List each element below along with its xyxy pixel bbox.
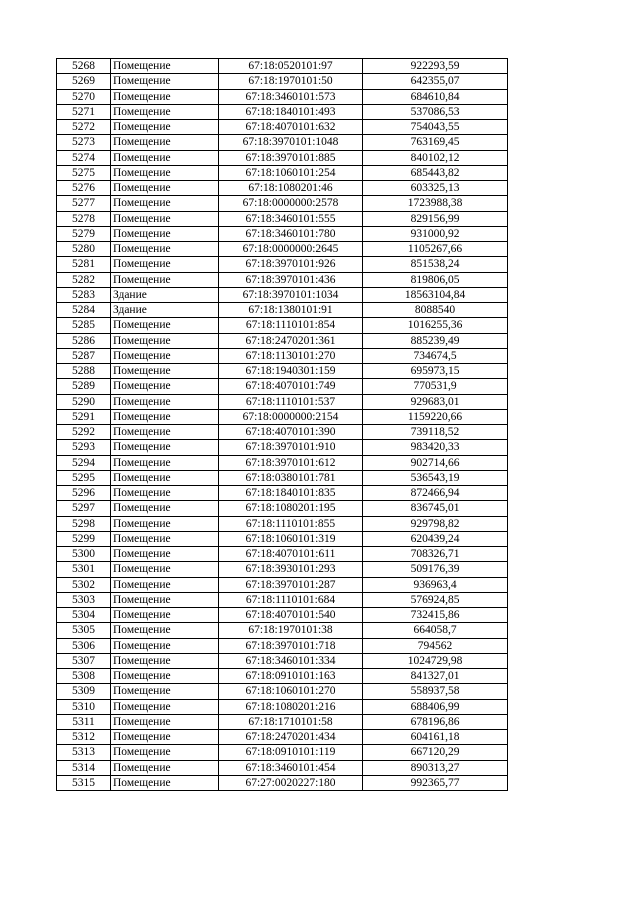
cadastral-value-cell: 992365,77: [363, 775, 508, 790]
object-type-cell: Помещение: [111, 409, 219, 424]
table-body: [57, 59, 508, 791]
object-type-cell: Помещение: [111, 745, 219, 760]
row-number-cell: 5278: [57, 211, 111, 226]
cadastral-value-table: [56, 58, 508, 791]
cadastral-number-cell: 67:18:1710101:58: [219, 714, 363, 729]
row-number-cell: 5303: [57, 592, 111, 607]
cadastral-number-cell: 67:18:4070101:540: [219, 608, 363, 623]
object-type-cell: Помещение: [111, 89, 219, 104]
cadastral-value-cell: 642355,07: [363, 74, 508, 89]
object-type-cell: Помещение: [111, 730, 219, 745]
cadastral-value-cell: 836745,01: [363, 501, 508, 516]
cadastral-number-cell: 67:18:3970101:885: [219, 150, 363, 165]
object-type-cell: Помещение: [111, 547, 219, 562]
object-type-cell: Помещение: [111, 653, 219, 668]
cadastral-number-cell: 67:18:1840101:835: [219, 486, 363, 501]
object-type-cell: Помещение: [111, 211, 219, 226]
cadastral-value-cell: 1723988,38: [363, 196, 508, 211]
cadastral-value-cell: 936963,4: [363, 577, 508, 592]
row-number-cell: 5308: [57, 669, 111, 684]
object-type-cell: Помещение: [111, 165, 219, 180]
row-number-cell: 5281: [57, 257, 111, 272]
cadastral-value-cell: 931000,92: [363, 226, 508, 241]
cadastral-number-cell: 67:18:3460101:555: [219, 211, 363, 226]
cadastral-number-cell: 67:18:3970101:718: [219, 638, 363, 653]
row-number-cell: 5298: [57, 516, 111, 531]
row-number-cell: 5275: [57, 165, 111, 180]
object-type-cell: Помещение: [111, 592, 219, 607]
cadastral-value-cell: 603325,13: [363, 181, 508, 196]
object-type-cell: Помещение: [111, 775, 219, 790]
cadastral-value-cell: 929798,82: [363, 516, 508, 531]
object-type-cell: Помещение: [111, 257, 219, 272]
table-row: [57, 318, 508, 333]
table-row: [57, 226, 508, 241]
table-row: [57, 59, 508, 74]
table-row: [57, 394, 508, 409]
cadastral-value-cell: 708326,71: [363, 547, 508, 562]
row-number-cell: 5273: [57, 135, 111, 150]
object-type-cell: Помещение: [111, 425, 219, 440]
table-row: [57, 501, 508, 516]
table-row: [57, 638, 508, 653]
cadastral-value-cell: 620439,24: [363, 531, 508, 546]
row-number-cell: 5283: [57, 287, 111, 302]
cadastral-value-cell: 8088540: [363, 303, 508, 318]
cadastral-number-cell: 67:18:0000000:2154: [219, 409, 363, 424]
table-row: [57, 440, 508, 455]
cadastral-number-cell: 67:18:3970101:1034: [219, 287, 363, 302]
table-row: [57, 531, 508, 546]
table-row: [57, 348, 508, 363]
cadastral-number-cell: 67:18:1060101:270: [219, 684, 363, 699]
table-row: [57, 684, 508, 699]
table-row: [57, 272, 508, 287]
row-number-cell: 5304: [57, 608, 111, 623]
table-row: [57, 699, 508, 714]
cadastral-number-cell: 67:18:1110101:854: [219, 318, 363, 333]
cadastral-number-cell: 67:18:1940301:159: [219, 364, 363, 379]
table-row: [57, 211, 508, 226]
row-number-cell: 5297: [57, 501, 111, 516]
cadastral-number-cell: 67:18:2470201:361: [219, 333, 363, 348]
cadastral-number-cell: 67:18:1060101:319: [219, 531, 363, 546]
table-row: [57, 364, 508, 379]
cadastral-value-cell: 1016255,36: [363, 318, 508, 333]
cadastral-value-cell: 734674,5: [363, 348, 508, 363]
cadastral-number-cell: 67:18:1080201:216: [219, 699, 363, 714]
row-number-cell: 5295: [57, 470, 111, 485]
table-row: [57, 714, 508, 729]
cadastral-value-cell: 1105267,66: [363, 242, 508, 257]
object-type-cell: Помещение: [111, 470, 219, 485]
object-type-cell: Помещение: [111, 486, 219, 501]
cadastral-value-cell: 678196,86: [363, 714, 508, 729]
table-row: [57, 775, 508, 790]
table-row: [57, 257, 508, 272]
cadastral-number-cell: 67:18:1130101:270: [219, 348, 363, 363]
row-number-cell: 5300: [57, 547, 111, 562]
cadastral-number-cell: 67:18:1080201:46: [219, 181, 363, 196]
row-number-cell: 5306: [57, 638, 111, 653]
cadastral-value-cell: 604161,18: [363, 730, 508, 745]
row-number-cell: 5271: [57, 104, 111, 119]
cadastral-number-cell: 67:18:0380101:781: [219, 470, 363, 485]
object-type-cell: Помещение: [111, 364, 219, 379]
row-number-cell: 5279: [57, 226, 111, 241]
object-type-cell: Помещение: [111, 394, 219, 409]
object-type-cell: Помещение: [111, 196, 219, 211]
table-row: [57, 669, 508, 684]
cadastral-number-cell: 67:18:2470201:434: [219, 730, 363, 745]
cadastral-number-cell: 67:18:3970101:287: [219, 577, 363, 592]
cadastral-value-cell: 537086,53: [363, 104, 508, 119]
row-number-cell: 5293: [57, 440, 111, 455]
cadastral-value-cell: 18563104,84: [363, 287, 508, 302]
cadastral-value-cell: 885239,49: [363, 333, 508, 348]
row-number-cell: 5309: [57, 684, 111, 699]
cadastral-number-cell: 67:18:3460101:334: [219, 653, 363, 668]
row-number-cell: 5270: [57, 89, 111, 104]
object-type-cell: Помещение: [111, 242, 219, 257]
cadastral-number-cell: 67:18:1080201:195: [219, 501, 363, 516]
cadastral-number-cell: 67:18:3970101:910: [219, 440, 363, 455]
cadastral-number-cell: 67:18:1970101:38: [219, 623, 363, 638]
cadastral-number-cell: 67:18:1840101:493: [219, 104, 363, 119]
row-number-cell: 5287: [57, 348, 111, 363]
object-type-cell: Помещение: [111, 455, 219, 470]
table-row: [57, 425, 508, 440]
row-number-cell: 5284: [57, 303, 111, 318]
object-type-cell: Помещение: [111, 226, 219, 241]
cadastral-value-cell: 872466,94: [363, 486, 508, 501]
cadastral-number-cell: 67:18:3460101:454: [219, 760, 363, 775]
row-number-cell: 5313: [57, 745, 111, 760]
cadastral-number-cell: 67:18:3930101:293: [219, 562, 363, 577]
object-type-cell: Помещение: [111, 318, 219, 333]
row-number-cell: 5272: [57, 120, 111, 135]
table-row: [57, 623, 508, 638]
row-number-cell: 5290: [57, 394, 111, 409]
object-type-cell: Помещение: [111, 501, 219, 516]
object-type-cell: Помещение: [111, 669, 219, 684]
object-type-cell: Помещение: [111, 348, 219, 363]
object-type-cell: Помещение: [111, 684, 219, 699]
object-type-cell: Помещение: [111, 714, 219, 729]
row-number-cell: 5291: [57, 409, 111, 424]
table-row: [57, 653, 508, 668]
object-type-cell: Помещение: [111, 531, 219, 546]
cadastral-number-cell: 67:18:1380101:91: [219, 303, 363, 318]
cadastral-number-cell: 67:18:4070101:749: [219, 379, 363, 394]
cadastral-number-cell: 67:18:3970101:926: [219, 257, 363, 272]
object-type-cell: Помещение: [111, 104, 219, 119]
table-row: [57, 486, 508, 501]
row-number-cell: 5311: [57, 714, 111, 729]
cadastral-number-cell: 67:18:3970101:612: [219, 455, 363, 470]
cadastral-value-cell: 754043,55: [363, 120, 508, 135]
row-number-cell: 5315: [57, 775, 111, 790]
object-type-cell: Помещение: [111, 74, 219, 89]
row-number-cell: 5288: [57, 364, 111, 379]
object-type-cell: Помещение: [111, 120, 219, 135]
table-row: [57, 470, 508, 485]
cadastral-value-cell: 890313,27: [363, 760, 508, 775]
cadastral-number-cell: 67:18:1110101:537: [219, 394, 363, 409]
table-row: [57, 303, 508, 318]
cadastral-value-cell: 829156,99: [363, 211, 508, 226]
row-number-cell: 5269: [57, 74, 111, 89]
table-row: [57, 89, 508, 104]
cadastral-value-cell: 763169,45: [363, 135, 508, 150]
object-type-cell: Помещение: [111, 699, 219, 714]
row-number-cell: 5310: [57, 699, 111, 714]
cadastral-value-cell: 536543,19: [363, 470, 508, 485]
table-row: [57, 287, 508, 302]
cadastral-number-cell: 67:18:4070101:611: [219, 547, 363, 562]
cadastral-value-cell: 929683,01: [363, 394, 508, 409]
object-type-cell: Помещение: [111, 608, 219, 623]
object-type-cell: Помещение: [111, 135, 219, 150]
object-type-cell: Помещение: [111, 59, 219, 74]
object-type-cell: Помещение: [111, 272, 219, 287]
object-type-cell: Помещение: [111, 623, 219, 638]
cadastral-number-cell: 67:18:4070101:632: [219, 120, 363, 135]
row-number-cell: 5301: [57, 562, 111, 577]
cadastral-value-cell: 902714,66: [363, 455, 508, 470]
object-type-cell: Помещение: [111, 516, 219, 531]
cadastral-value-cell: 695973,15: [363, 364, 508, 379]
cadastral-value-cell: 664058,7: [363, 623, 508, 638]
cadastral-number-cell: 67:18:0000000:2645: [219, 242, 363, 257]
row-number-cell: 5274: [57, 150, 111, 165]
cadastral-value-cell: 684610,84: [363, 89, 508, 104]
cadastral-number-cell: 67:18:1970101:50: [219, 74, 363, 89]
cadastral-value-cell: 819806,05: [363, 272, 508, 287]
cadastral-value-cell: 841327,01: [363, 669, 508, 684]
row-number-cell: 5302: [57, 577, 111, 592]
cadastral-number-cell: 67:18:1060101:254: [219, 165, 363, 180]
row-number-cell: 5268: [57, 59, 111, 74]
table-row: [57, 730, 508, 745]
row-number-cell: 5285: [57, 318, 111, 333]
table-row: [57, 333, 508, 348]
object-type-cell: Помещение: [111, 760, 219, 775]
object-type-cell: Помещение: [111, 150, 219, 165]
cadastral-number-cell: 67:18:4070101:390: [219, 425, 363, 440]
cadastral-value-cell: 509176,39: [363, 562, 508, 577]
cadastral-number-cell: 67:18:0520101:97: [219, 59, 363, 74]
cadastral-value-cell: 1024729,98: [363, 653, 508, 668]
cadastral-value-cell: 770531,9: [363, 379, 508, 394]
table-row: [57, 379, 508, 394]
table-row: [57, 608, 508, 623]
object-type-cell: Помещение: [111, 562, 219, 577]
row-number-cell: 5280: [57, 242, 111, 257]
object-type-cell: Помещение: [111, 638, 219, 653]
row-number-cell: 5276: [57, 181, 111, 196]
cadastral-value-cell: 576924,85: [363, 592, 508, 607]
table-row: [57, 196, 508, 211]
cadastral-number-cell: 67:18:0000000:2578: [219, 196, 363, 211]
object-type-cell: Здание: [111, 303, 219, 318]
table-row: [57, 592, 508, 607]
table-row: [57, 74, 508, 89]
cadastral-value-cell: 983420,33: [363, 440, 508, 455]
cadastral-value-cell: 558937,58: [363, 684, 508, 699]
row-number-cell: 5286: [57, 333, 111, 348]
table-row: [57, 104, 508, 119]
table-row: [57, 165, 508, 180]
row-number-cell: 5299: [57, 531, 111, 546]
table-row: [57, 455, 508, 470]
table-row: [57, 242, 508, 257]
cadastral-value-cell: 922293,59: [363, 59, 508, 74]
cadastral-number-cell: 67:18:3460101:780: [219, 226, 363, 241]
cadastral-value-cell: 851538,24: [363, 257, 508, 272]
row-number-cell: 5292: [57, 425, 111, 440]
table-row: [57, 547, 508, 562]
table-row: [57, 150, 508, 165]
cadastral-value-cell: 688406,99: [363, 699, 508, 714]
object-type-cell: Помещение: [111, 577, 219, 592]
cadastral-value-cell: 739118,52: [363, 425, 508, 440]
cadastral-number-cell: 67:27:0020227:180: [219, 775, 363, 790]
row-number-cell: 5294: [57, 455, 111, 470]
row-number-cell: 5305: [57, 623, 111, 638]
cadastral-value-cell: 732415,86: [363, 608, 508, 623]
object-type-cell: Здание: [111, 287, 219, 302]
cadastral-value-cell: 667120,29: [363, 745, 508, 760]
row-number-cell: 5277: [57, 196, 111, 211]
table-row: [57, 181, 508, 196]
cadastral-number-cell: 67:18:1110101:855: [219, 516, 363, 531]
object-type-cell: Помещение: [111, 440, 219, 455]
object-type-cell: Помещение: [111, 379, 219, 394]
cadastral-value-cell: 1159220,66: [363, 409, 508, 424]
table-row: [57, 516, 508, 531]
cadastral-number-cell: 67:18:1110101:684: [219, 592, 363, 607]
row-number-cell: 5314: [57, 760, 111, 775]
table-row: [57, 135, 508, 150]
table-row: [57, 760, 508, 775]
row-number-cell: 5282: [57, 272, 111, 287]
cadastral-number-cell: 67:18:3970101:1048: [219, 135, 363, 150]
table-row: [57, 562, 508, 577]
cadastral-value-cell: 840102,12: [363, 150, 508, 165]
row-number-cell: 5296: [57, 486, 111, 501]
row-number-cell: 5312: [57, 730, 111, 745]
row-number-cell: 5289: [57, 379, 111, 394]
object-type-cell: Помещение: [111, 333, 219, 348]
table-row: [57, 409, 508, 424]
object-type-cell: Помещение: [111, 181, 219, 196]
cadastral-number-cell: 67:18:0910101:119: [219, 745, 363, 760]
cadastral-number-cell: 67:18:3460101:573: [219, 89, 363, 104]
table-row: [57, 577, 508, 592]
cadastral-value-cell: 794562: [363, 638, 508, 653]
table-row: [57, 120, 508, 135]
table-row: [57, 745, 508, 760]
cadastral-number-cell: 67:18:0910101:163: [219, 669, 363, 684]
row-number-cell: 5307: [57, 653, 111, 668]
cadastral-number-cell: 67:18:3970101:436: [219, 272, 363, 287]
cadastral-value-cell: 685443,82: [363, 165, 508, 180]
